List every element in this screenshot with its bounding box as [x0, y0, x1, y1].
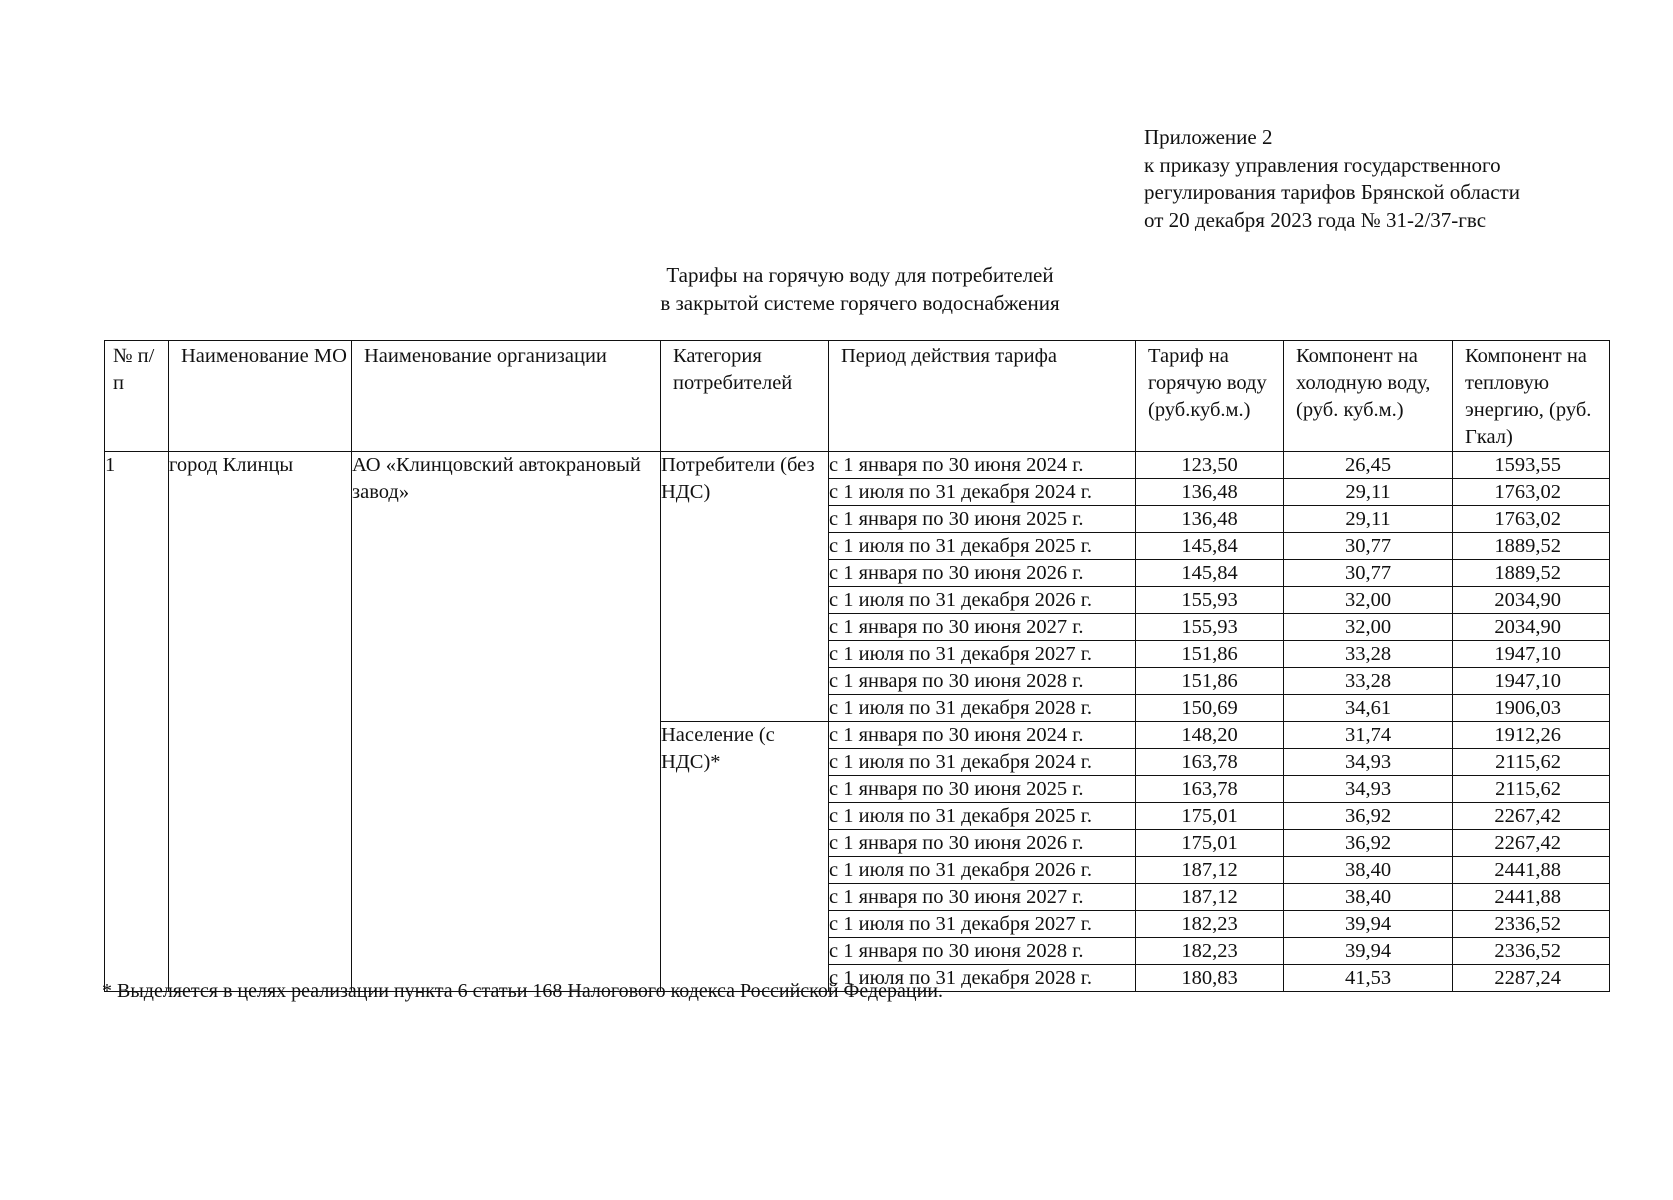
appendix-authority-line: регулирования тарифов Брянской области: [1144, 180, 1520, 204]
tariff-period: с 1 января по 30 июня 2027 г.: [829, 614, 1136, 641]
tariff-period: с 1 июля по 31 декабря 2025 г.: [829, 803, 1136, 830]
header-heat-energy-component: Компонент на тепловую энергию, (руб. Гкал): [1453, 341, 1610, 452]
table-row: [105, 452, 1610, 479]
hot-water-tariff-value: 182,23: [1136, 911, 1284, 938]
tariff-period: с 1 июля по 31 декабря 2028 г.: [829, 965, 1136, 992]
hot-water-tariff-value: 148,20: [1136, 722, 1284, 749]
header-hot-water-tariff: Тариф на горячую воду (руб.куб.м.): [1136, 341, 1284, 452]
organization-name: АО «Клинцовский автокрановый завод»: [352, 452, 661, 992]
tariffs-table: [104, 340, 1610, 992]
document-title: [0, 262, 1673, 317]
heat-energy-component-value: 2034,90: [1453, 587, 1610, 614]
hot-water-tariff-value: 145,84: [1136, 533, 1284, 560]
heat-energy-component-value: 1912,26: [1453, 722, 1610, 749]
appendix-order-line: к приказу управления государственного: [1144, 152, 1501, 177]
hot-water-tariff-value: 136,48: [1136, 479, 1284, 506]
appendix-number: Приложение 2: [1144, 125, 1273, 149]
tariff-period: с 1 июля по 31 декабря 2026 г.: [829, 857, 1136, 884]
heat-energy-component-value: 2267,42: [1453, 830, 1610, 857]
cold-water-component-value: 36,92: [1284, 830, 1453, 857]
tariff-period: с 1 января по 30 июня 2025 г.: [829, 776, 1136, 803]
title-line-1: Тарифы на горячую воду для потребителей: [666, 263, 1054, 287]
heat-energy-component-value: 2287,24: [1453, 965, 1610, 992]
cold-water-component-value: 29,11: [1284, 506, 1453, 533]
cold-water-component-value: 34,93: [1284, 749, 1453, 776]
title-line-2: в закрытой системе горячего водоснабжения: [660, 290, 1060, 315]
tariff-period: с 1 июля по 31 декабря 2028 г.: [829, 695, 1136, 722]
cold-water-component-value: 36,92: [1284, 803, 1453, 830]
cold-water-component-value: 33,28: [1284, 641, 1453, 668]
heat-energy-component-value: 1947,10: [1453, 641, 1610, 668]
consumer-category: Потребители (без НДС): [661, 452, 829, 722]
heat-energy-component-value: 1763,02: [1453, 506, 1610, 533]
heat-energy-component-value: 2115,62: [1453, 749, 1610, 776]
consumer-category: Население (с НДС)*: [661, 722, 829, 992]
cold-water-component-value: 26,45: [1284, 452, 1453, 479]
hot-water-tariff-value: 123,50: [1136, 452, 1284, 479]
tariff-period: с 1 января по 30 июня 2028 г.: [829, 938, 1136, 965]
heat-energy-component-value: 1889,52: [1453, 560, 1610, 587]
hot-water-tariff-value: 136,48: [1136, 506, 1284, 533]
heat-energy-component-value: 2034,90: [1453, 614, 1610, 641]
hot-water-tariff-value: 151,86: [1136, 641, 1284, 668]
cold-water-component-value: 39,94: [1284, 911, 1453, 938]
heat-energy-component-value: 2441,88: [1453, 884, 1610, 911]
cold-water-component-value: 33,28: [1284, 668, 1453, 695]
hot-water-tariff-value: 175,01: [1136, 803, 1284, 830]
hot-water-tariff-value: 151,86: [1136, 668, 1284, 695]
heat-energy-component-value: 2336,52: [1453, 938, 1610, 965]
hot-water-tariff-value: 155,93: [1136, 614, 1284, 641]
cold-water-component-value: 32,00: [1284, 614, 1453, 641]
cold-water-component-value: 32,00: [1284, 587, 1453, 614]
cold-water-component-value: 34,61: [1284, 695, 1453, 722]
header-number: № п/п: [105, 341, 169, 452]
hot-water-tariff-value: 155,93: [1136, 587, 1284, 614]
header-municipality: Наименование МО: [169, 341, 352, 452]
heat-energy-component-value: 1763,02: [1453, 479, 1610, 506]
heat-energy-component-value: 1889,52: [1453, 533, 1610, 560]
appendix-date-line: от 20 декабря 2023 года № 31-2/37-гвс: [1144, 207, 1487, 232]
municipality-name: город Клинцы: [169, 452, 352, 992]
header-organization: Наименование организации: [352, 341, 661, 452]
tariff-period: с 1 января по 30 июня 2027 г.: [829, 884, 1136, 911]
heat-energy-component-value: 2115,62: [1453, 776, 1610, 803]
tariff-period: с 1 июля по 31 декабря 2026 г.: [829, 587, 1136, 614]
tariff-period: с 1 июля по 31 декабря 2027 г.: [829, 911, 1136, 938]
cold-water-component-value: 41,53: [1284, 965, 1453, 992]
tariff-period: с 1 июля по 31 декабря 2025 г.: [829, 533, 1136, 560]
heat-energy-component-value: 2441,88: [1453, 857, 1610, 884]
cold-water-component-value: 38,40: [1284, 884, 1453, 911]
tariff-period: с 1 января по 30 июня 2026 г.: [829, 560, 1136, 587]
table-body: [105, 452, 1610, 992]
hot-water-tariff-value: 187,12: [1136, 884, 1284, 911]
cold-water-component-value: 31,74: [1284, 722, 1453, 749]
tariff-period: с 1 января по 30 июня 2024 г.: [829, 722, 1136, 749]
hot-water-tariff-value: 187,12: [1136, 857, 1284, 884]
tariff-period: с 1 января по 30 июня 2024 г.: [829, 452, 1136, 479]
hot-water-tariff-value: 163,78: [1136, 776, 1284, 803]
hot-water-tariff-value: 163,78: [1136, 749, 1284, 776]
table-header-row: [105, 341, 1610, 452]
header-consumer-category: Категория потребителей: [661, 341, 829, 452]
cold-water-component-value: 38,40: [1284, 857, 1453, 884]
hot-water-tariff-value: 180,83: [1136, 965, 1284, 992]
tariff-period: с 1 июля по 31 декабря 2027 г.: [829, 641, 1136, 668]
hot-water-tariff-value: 150,69: [1136, 695, 1284, 722]
tariff-period: с 1 января по 30 июня 2028 г.: [829, 668, 1136, 695]
tariff-period: с 1 января по 30 июня 2026 г.: [829, 830, 1136, 857]
heat-energy-component-value: 1906,03: [1453, 695, 1610, 722]
tariff-period: с 1 июля по 31 декабря 2024 г.: [829, 479, 1136, 506]
footnote: * Выделяется в целях реализации пункта 6 статьи 168 Налогового кодекса Российской Федерации.: [102, 980, 944, 1002]
tariff-period: с 1 июля по 31 декабря 2024 г.: [829, 749, 1136, 776]
cold-water-component-value: 39,94: [1284, 938, 1453, 965]
cold-water-component-value: 34,93: [1284, 776, 1453, 803]
hot-water-tariff-value: 145,84: [1136, 560, 1284, 587]
cold-water-component-value: 29,11: [1284, 479, 1453, 506]
row-number: 1: [105, 452, 169, 992]
heat-energy-component-value: 1593,55: [1453, 452, 1610, 479]
cold-water-component-value: 30,77: [1284, 560, 1453, 587]
hot-water-tariff-value: 182,23: [1136, 938, 1284, 965]
cold-water-component-value: 30,77: [1284, 533, 1453, 560]
appendix-header: [1144, 124, 1520, 234]
heat-energy-component-value: 2336,52: [1453, 911, 1610, 938]
header-cold-water-component: Компонент на холодную воду, (руб. куб.м.): [1284, 341, 1453, 452]
header-tariff-period: Период действия тарифа: [829, 341, 1136, 452]
heat-energy-component-value: 2267,42: [1453, 803, 1610, 830]
heat-energy-component-value: 1947,10: [1453, 668, 1610, 695]
tariff-period: с 1 января по 30 июня 2025 г.: [829, 506, 1136, 533]
hot-water-tariff-value: 175,01: [1136, 830, 1284, 857]
